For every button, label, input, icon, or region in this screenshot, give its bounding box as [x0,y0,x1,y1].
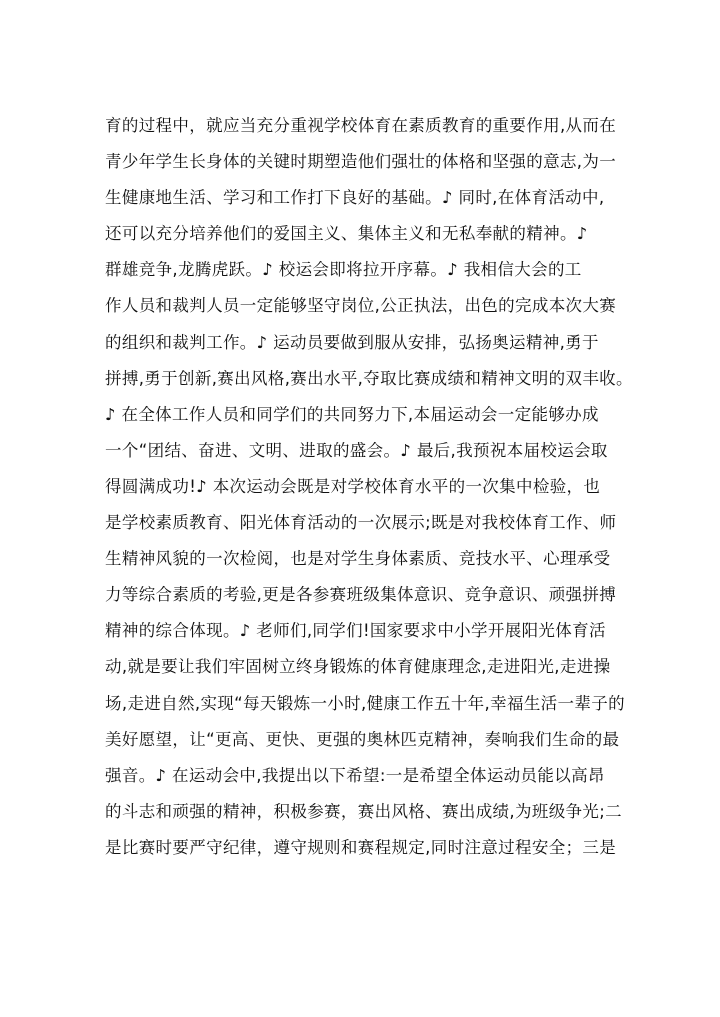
text-line: 育的过程中，就应当充分重视学校体育在素质教育的重要作用,从而在 [105,116,617,135]
body-text [105,108,633,866]
text-line: 一个“团结、奋进、文明、进取的盛会。♪ 最后,我预祝本届校运会取 [105,440,608,460]
text-line: 美好愿望，让“更高、更快、更强的奥林匹克精神，奏响我们生命的最 [105,729,620,749]
text-line: 精神的综合体现。♪ 老师们,同学们!国家要求中小学开展阳光体育活 [105,621,606,641]
text-line: 的斗志和顽强的精神，积极参赛，赛出风格、赛出成绩,为班级争光;二 [105,801,623,821]
text-line: 是学校素质教育、阳光体育活动的一次展示;既是对我校体育工作、师 [105,513,617,533]
text-line: 还可以充分培养他们的爱国主义、集体主义和无私奉献的精神。♪ [105,224,588,244]
text-line: 群雄竞争,龙腾虎跃。♪ 校运会即将拉开序幕。♪ 我相信大会的工 [105,260,582,280]
text-line: 的组织和裁判工作。♪ 运动员要做到服从安排，弘扬奥运精神,勇于 [105,332,599,352]
text-line: 作人员和裁判人员一定能够坚守岗位,公正执法，出色的完成本次大赛 [105,296,617,316]
text-line: 生精神风貌的一次检阅，也是对学生身体素质、竞技水平、心理承受 [105,549,611,569]
text-line: 场,走进自然,实现“每天锻炼一小时,健康工作五十年,幸福生活一辈子的 [105,693,625,713]
text-line: 强音。♪ 在运动会中,我提出以下希望:一是希望全体运动员能以高昂 [105,765,605,785]
text-line: 得圆满成功!♪ 本次运动会既是对学校体育水平的一次集中检验，也 [105,476,601,496]
text-line: ♪ 在全体工作人员和同学们的共同努力下,本届运动会一定能够办成 [105,404,599,424]
text-line: 青少年学生长身体的关键时期塑造他们强壮的体格和坚强的意志,为一 [105,152,617,172]
text-line: 拼搏,勇于创新,赛出风格,赛出水平,夺取比赛成绩和精神文明的双丰收。 [105,368,633,388]
text-line: 生健康地生活、学习和工作打下良好的基础。♪ 同时,在体育活动中, [105,188,605,208]
text-line: 动,就是要让我们牢固树立终身锻炼的体育健康理念,走进阳光,走进操 [105,657,611,677]
text-line: 力等综合素质的考验,更是各参赛班级集体意识、竞争意识、顽强拼搏 [105,585,617,605]
text-line: 是比赛时要严守纪律，遵守规则和赛程规定,同时注意过程安全；三是 [105,837,617,857]
